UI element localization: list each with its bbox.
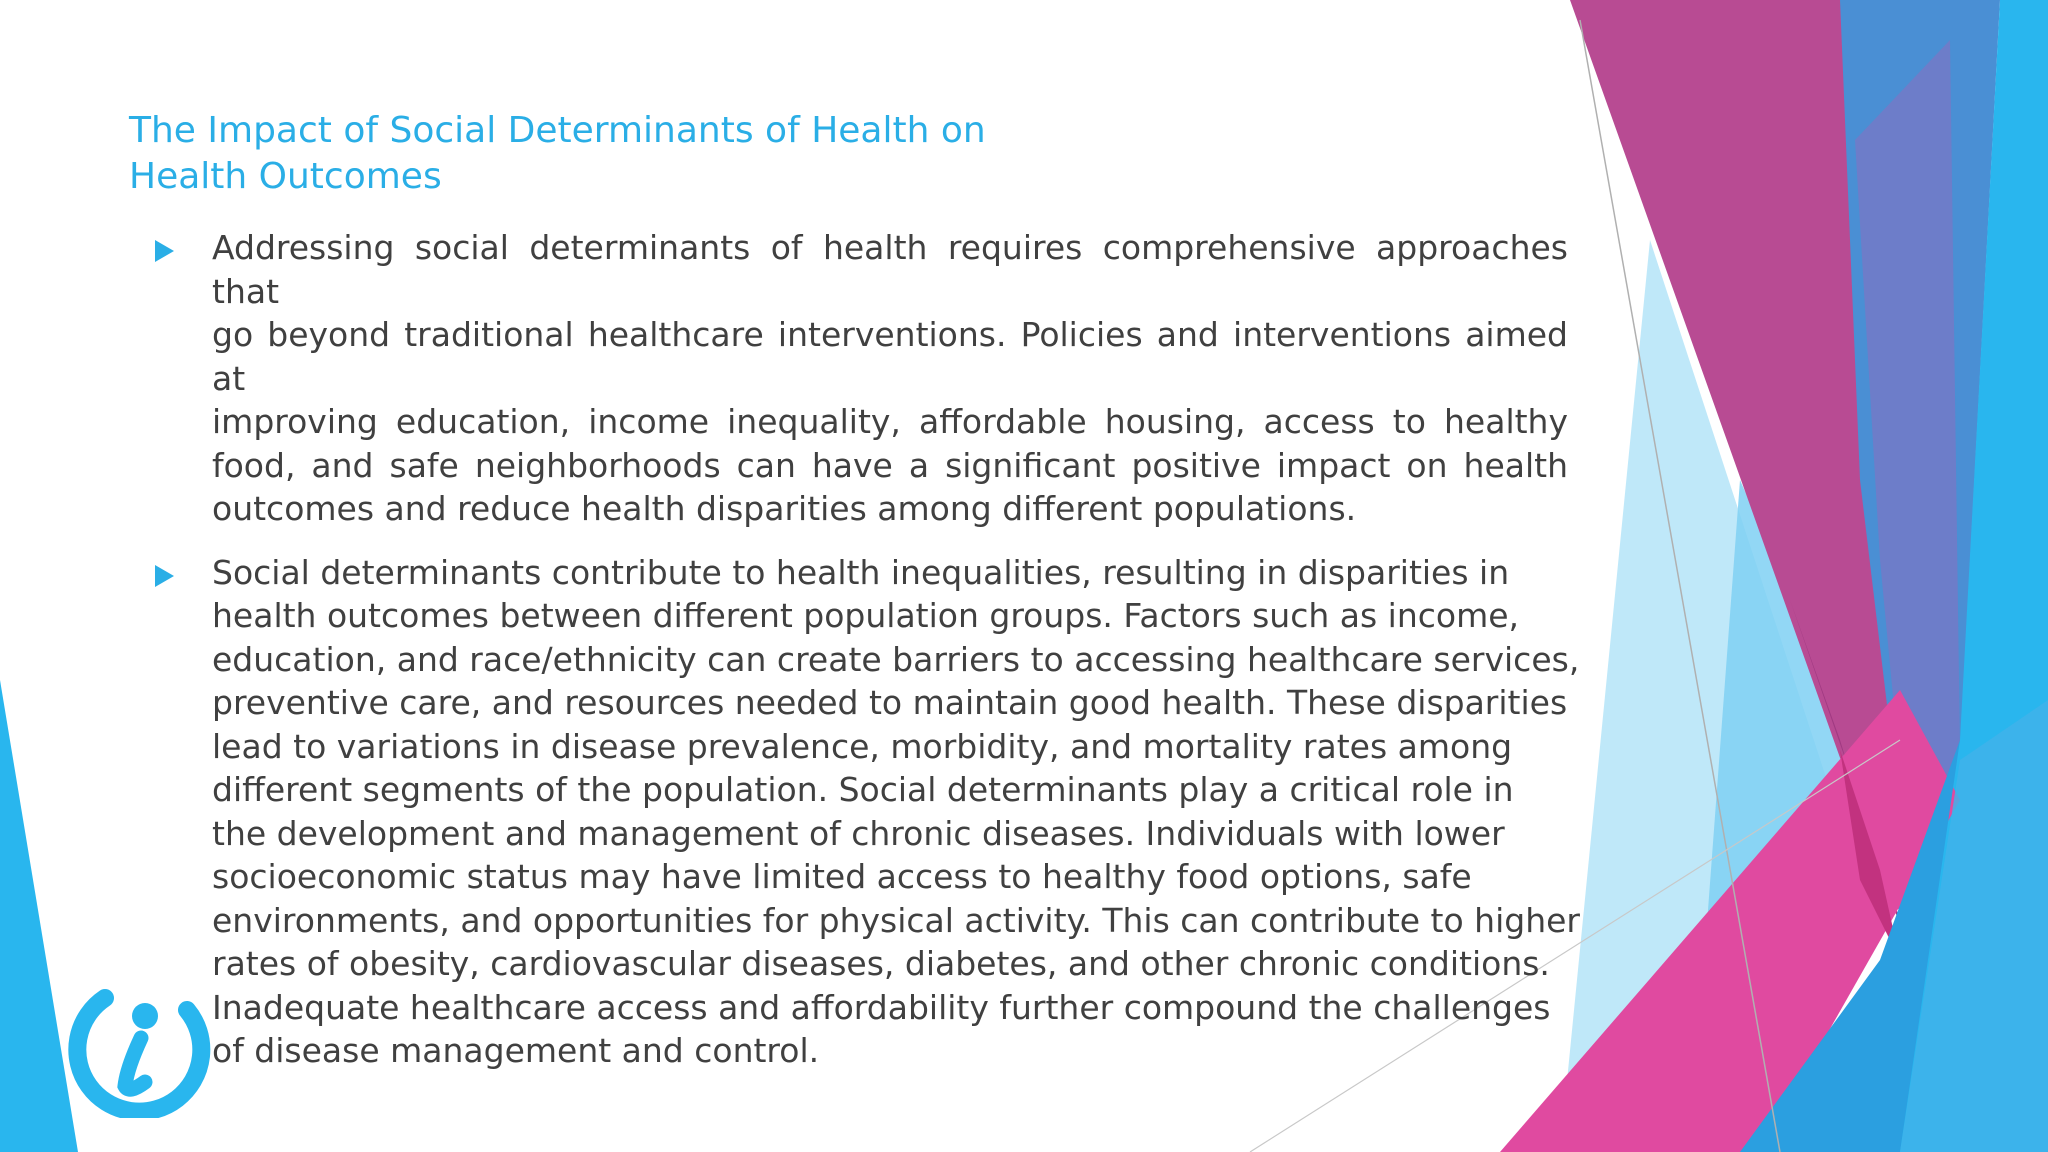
logo-stem bbox=[125, 1038, 145, 1089]
triangle-bullet-icon bbox=[155, 240, 174, 262]
title-line: The Impact of Social Determinants of Health on bbox=[129, 110, 986, 151]
text-line: rates of obesity, cardiovascular diseases, diabetes, and other chronic conditions. bbox=[212, 944, 1550, 983]
logo-dot bbox=[132, 1003, 158, 1029]
slide-title bbox=[129, 108, 1069, 200]
text-line: preventive care, and resources needed to maintain good health. These disparities bbox=[212, 683, 1568, 722]
text-line: Inadequate healthcare access and affordability further compound the challenges bbox=[212, 987, 1551, 1027]
text-line: health outcomes between different population groups. Factors such as income, bbox=[212, 596, 1520, 635]
text-line: environments, and opportunities for physical activity. This can contribute to higher bbox=[212, 900, 1580, 940]
text-line: lead to variations in disease prevalence, morbidity, and mortality rates among bbox=[212, 726, 1513, 766]
text-line: Social determinants contribute to health inequalities, resulting in disparities in bbox=[212, 552, 1510, 592]
text-line: go beyond traditional healthcare interventions. Policies and interventions aimed at bbox=[212, 315, 1568, 398]
text-line: socioeconomic status may have limited access to healthy food options, safe bbox=[212, 857, 1472, 896]
bullet-list bbox=[155, 226, 1580, 1093]
info-logo-icon bbox=[65, 968, 215, 1118]
triangle-bullet-icon bbox=[155, 565, 174, 587]
text-line: improving education, income inequality, affordable housing, access to healthy bbox=[212, 402, 1568, 441]
text-line: different segments of the population. Social determinants play a critical role in bbox=[212, 770, 1514, 809]
text-line: of disease management and control. bbox=[212, 1031, 820, 1070]
text-line: the development and management of chronic diseases. Individuals with lower bbox=[212, 813, 1505, 853]
text-line: outcomes and reduce health disparities among different populations. bbox=[212, 489, 1357, 528]
text-line: Addressing social determinants of health requires comprehensive approaches that bbox=[212, 228, 1568, 311]
bullet-item bbox=[155, 551, 1580, 1073]
text-line: food, and safe neighborhoods can have a significant positive impact on health bbox=[212, 445, 1568, 485]
text-line: education, and race/ethnicity can create barriers to accessing healthcare services, bbox=[212, 639, 1580, 679]
title-line: Health Outcomes bbox=[129, 156, 442, 197]
bullet-item bbox=[155, 226, 1568, 531]
